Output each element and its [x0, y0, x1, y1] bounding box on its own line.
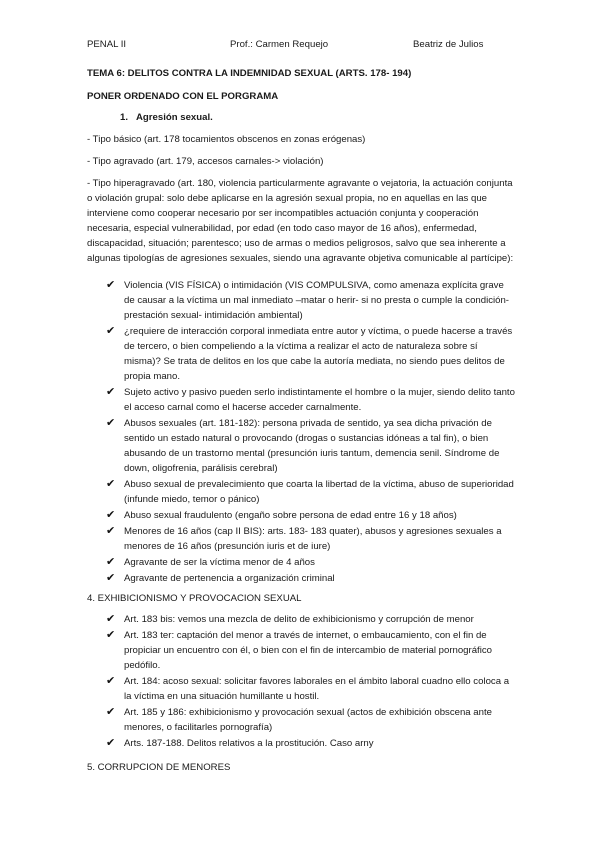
checklist-exhibicionismo — [87, 612, 515, 751]
checkmark-icon: ✔ — [106, 706, 116, 718]
checkmark-icon: ✔ — [106, 556, 116, 568]
document-subtitle: PONER ORDENADO CON EL PORGRAMA — [87, 91, 279, 102]
checklist-agravantes — [87, 278, 515, 586]
paragraph-tipo-hiperagravado: - Tipo hiperagravado (art. 180, violencia particularmente agravante o vejatoria, la actuación conjunta o violación grupal: solo debe aplicarse en la agresión sexual propia, no en aquellas en las que interviene como cooperar necesario por ser incompatibles actuación conjunta y cooperación necesaria, especial vulnerabilidad, por edad (en todo caso mayor de 16 años), enfermedad, discapacidad, situación; parentesco; uso de armas o medios peligrosos, salvo que sea inherente a algunas tipologías de agresiones sexuales, siendo una agravante objetiva comunicable al partícipe): — [87, 178, 514, 264]
checkmark-icon: ✔ — [106, 279, 116, 291]
course-name: PENAL II — [87, 39, 127, 50]
section-heading-agresion — [120, 110, 515, 125]
list-item-text: ¿requiere de interacción corporal inmediata entre autor y víctima, o puede hacerse a través de tercero, o bien compeliendo a la víctima a realizar el acto de naturaleza sobre sí misma)? Se trata de delitos en los que cabe la autoría mediata, no siendo pues delitos de propia mano. — [124, 326, 513, 382]
list-item — [87, 508, 515, 523]
list-item — [87, 324, 515, 384]
list-item-text: Art. 184: acoso sexual: solicitar favores laborales en el ámbito laboral cuadno ello coloca a la víctima en una situación humillante u hostil. — [124, 676, 510, 702]
list-item-text: Art. 183 ter: captación del menor a través de internet, o embaucamiento, con el fin de propiciar un encuentro con él, o bien con el fin de intercambio de material pornográfico pedófilo. — [124, 630, 492, 671]
checkmark-icon: ✔ — [106, 325, 116, 337]
checkmark-icon: ✔ — [106, 613, 116, 625]
list-item — [87, 736, 515, 751]
list-item — [87, 278, 515, 323]
list-item-text: Menores de 16 años (cap II BIS): arts. 183- 183 quater), abusos y agresiones sexuales a menores de 16 años (presunción iuris et de iure) — [124, 526, 502, 552]
section-heading-corrupcion: 5. CORRUPCION DE MENORES — [87, 762, 231, 773]
document-title: TEMA 6: DELITOS CONTRA LA INDEMNIDAD SEXUAL (ARTS. 178- 194) — [87, 68, 412, 79]
page-header — [87, 37, 517, 51]
list-item — [87, 571, 515, 586]
list-item — [87, 628, 515, 673]
checkmark-icon: ✔ — [106, 478, 116, 490]
list-item — [87, 524, 515, 554]
checkmark-icon: ✔ — [106, 417, 116, 429]
section-label: Agresión sexual. — [136, 112, 213, 123]
section-heading-exhibicionismo: 4. EXHIBICIONISMO Y PROVOCACION SEXUAL — [87, 593, 302, 604]
list-item — [87, 705, 515, 735]
professor-name: Prof.: Carmen Requejo — [230, 39, 329, 50]
document-body — [87, 66, 515, 781]
list-item-text: Sujeto activo y pasivo pueden serlo indistintamente el hombre o la mujer, siendo delito tanto el acceso carnal como el hacerse acceder carnalmente. — [124, 387, 515, 413]
list-item — [87, 416, 515, 476]
paragraph-tipo-agravado: - Tipo agravado (art. 179, accesos carnales-> violación) — [87, 156, 324, 167]
list-item-text: Abuso sexual de prevalecimiento que coarta la libertad de la víctima, abuso de superioridad (infunde miedo, temor o pánico) — [124, 479, 514, 505]
list-item-text: Agravante de pertenencia a organización criminal — [124, 573, 335, 584]
list-item-text: Violencia (VIS FÍSICA) o intimidación (VIS COMPULSIVA, como amenaza explícita grave de causar a la víctima un mal inmediato –matar o herir- si no presta o cumple la condición- prestación sexual- intimidación ambiental) — [124, 280, 509, 321]
list-item-text: Arts. 187-188. Delitos relativos a la prostitución. Caso arny — [124, 738, 374, 749]
list-item — [87, 674, 515, 704]
list-item — [87, 385, 515, 415]
list-item — [87, 477, 515, 507]
section-number: 1. — [120, 112, 129, 123]
checkmark-icon: ✔ — [106, 525, 116, 537]
list-item-text: Art. 185 y 186: exhibicionismo y provocación sexual (actos de exhibición obscena ante menores, o facilitarles pornografía) — [124, 707, 492, 733]
list-item-text: Art. 183 bis: vemos una mezcla de delito de exhibicionismo y corrupción de menor — [124, 614, 474, 625]
list-item — [87, 555, 515, 570]
checkmark-icon: ✔ — [106, 572, 116, 584]
checkmark-icon: ✔ — [106, 629, 116, 641]
list-item — [87, 612, 515, 627]
checkmark-icon: ✔ — [106, 386, 116, 398]
list-item-text: Agravante de ser la víctima menor de 4 años — [124, 557, 315, 568]
list-item-text: Abusos sexuales (art. 181-182): persona privada de sentido, ya sea dicha privación de sentido un estado natural o provocando (drogas o sustancias idóneas a tal fin), o bien abusando de un trastorno mental (presunción iuris tantum, demencia senil. Síndrome de down, oligofrenia, parálisis cerebral) — [124, 418, 500, 474]
checkmark-icon: ✔ — [106, 509, 116, 521]
paragraph-tipo-basico: - Tipo básico (art. 178 tocamientos obscenos en zonas erógenas) — [87, 134, 366, 145]
checkmark-icon: ✔ — [106, 675, 116, 687]
checkmark-icon: ✔ — [106, 737, 116, 749]
list-item-text: Abuso sexual fraudulento (engaño sobre persona de edad entre 16 y 18 años) — [124, 510, 457, 521]
student-name: Beatriz de Julios — [413, 39, 484, 50]
